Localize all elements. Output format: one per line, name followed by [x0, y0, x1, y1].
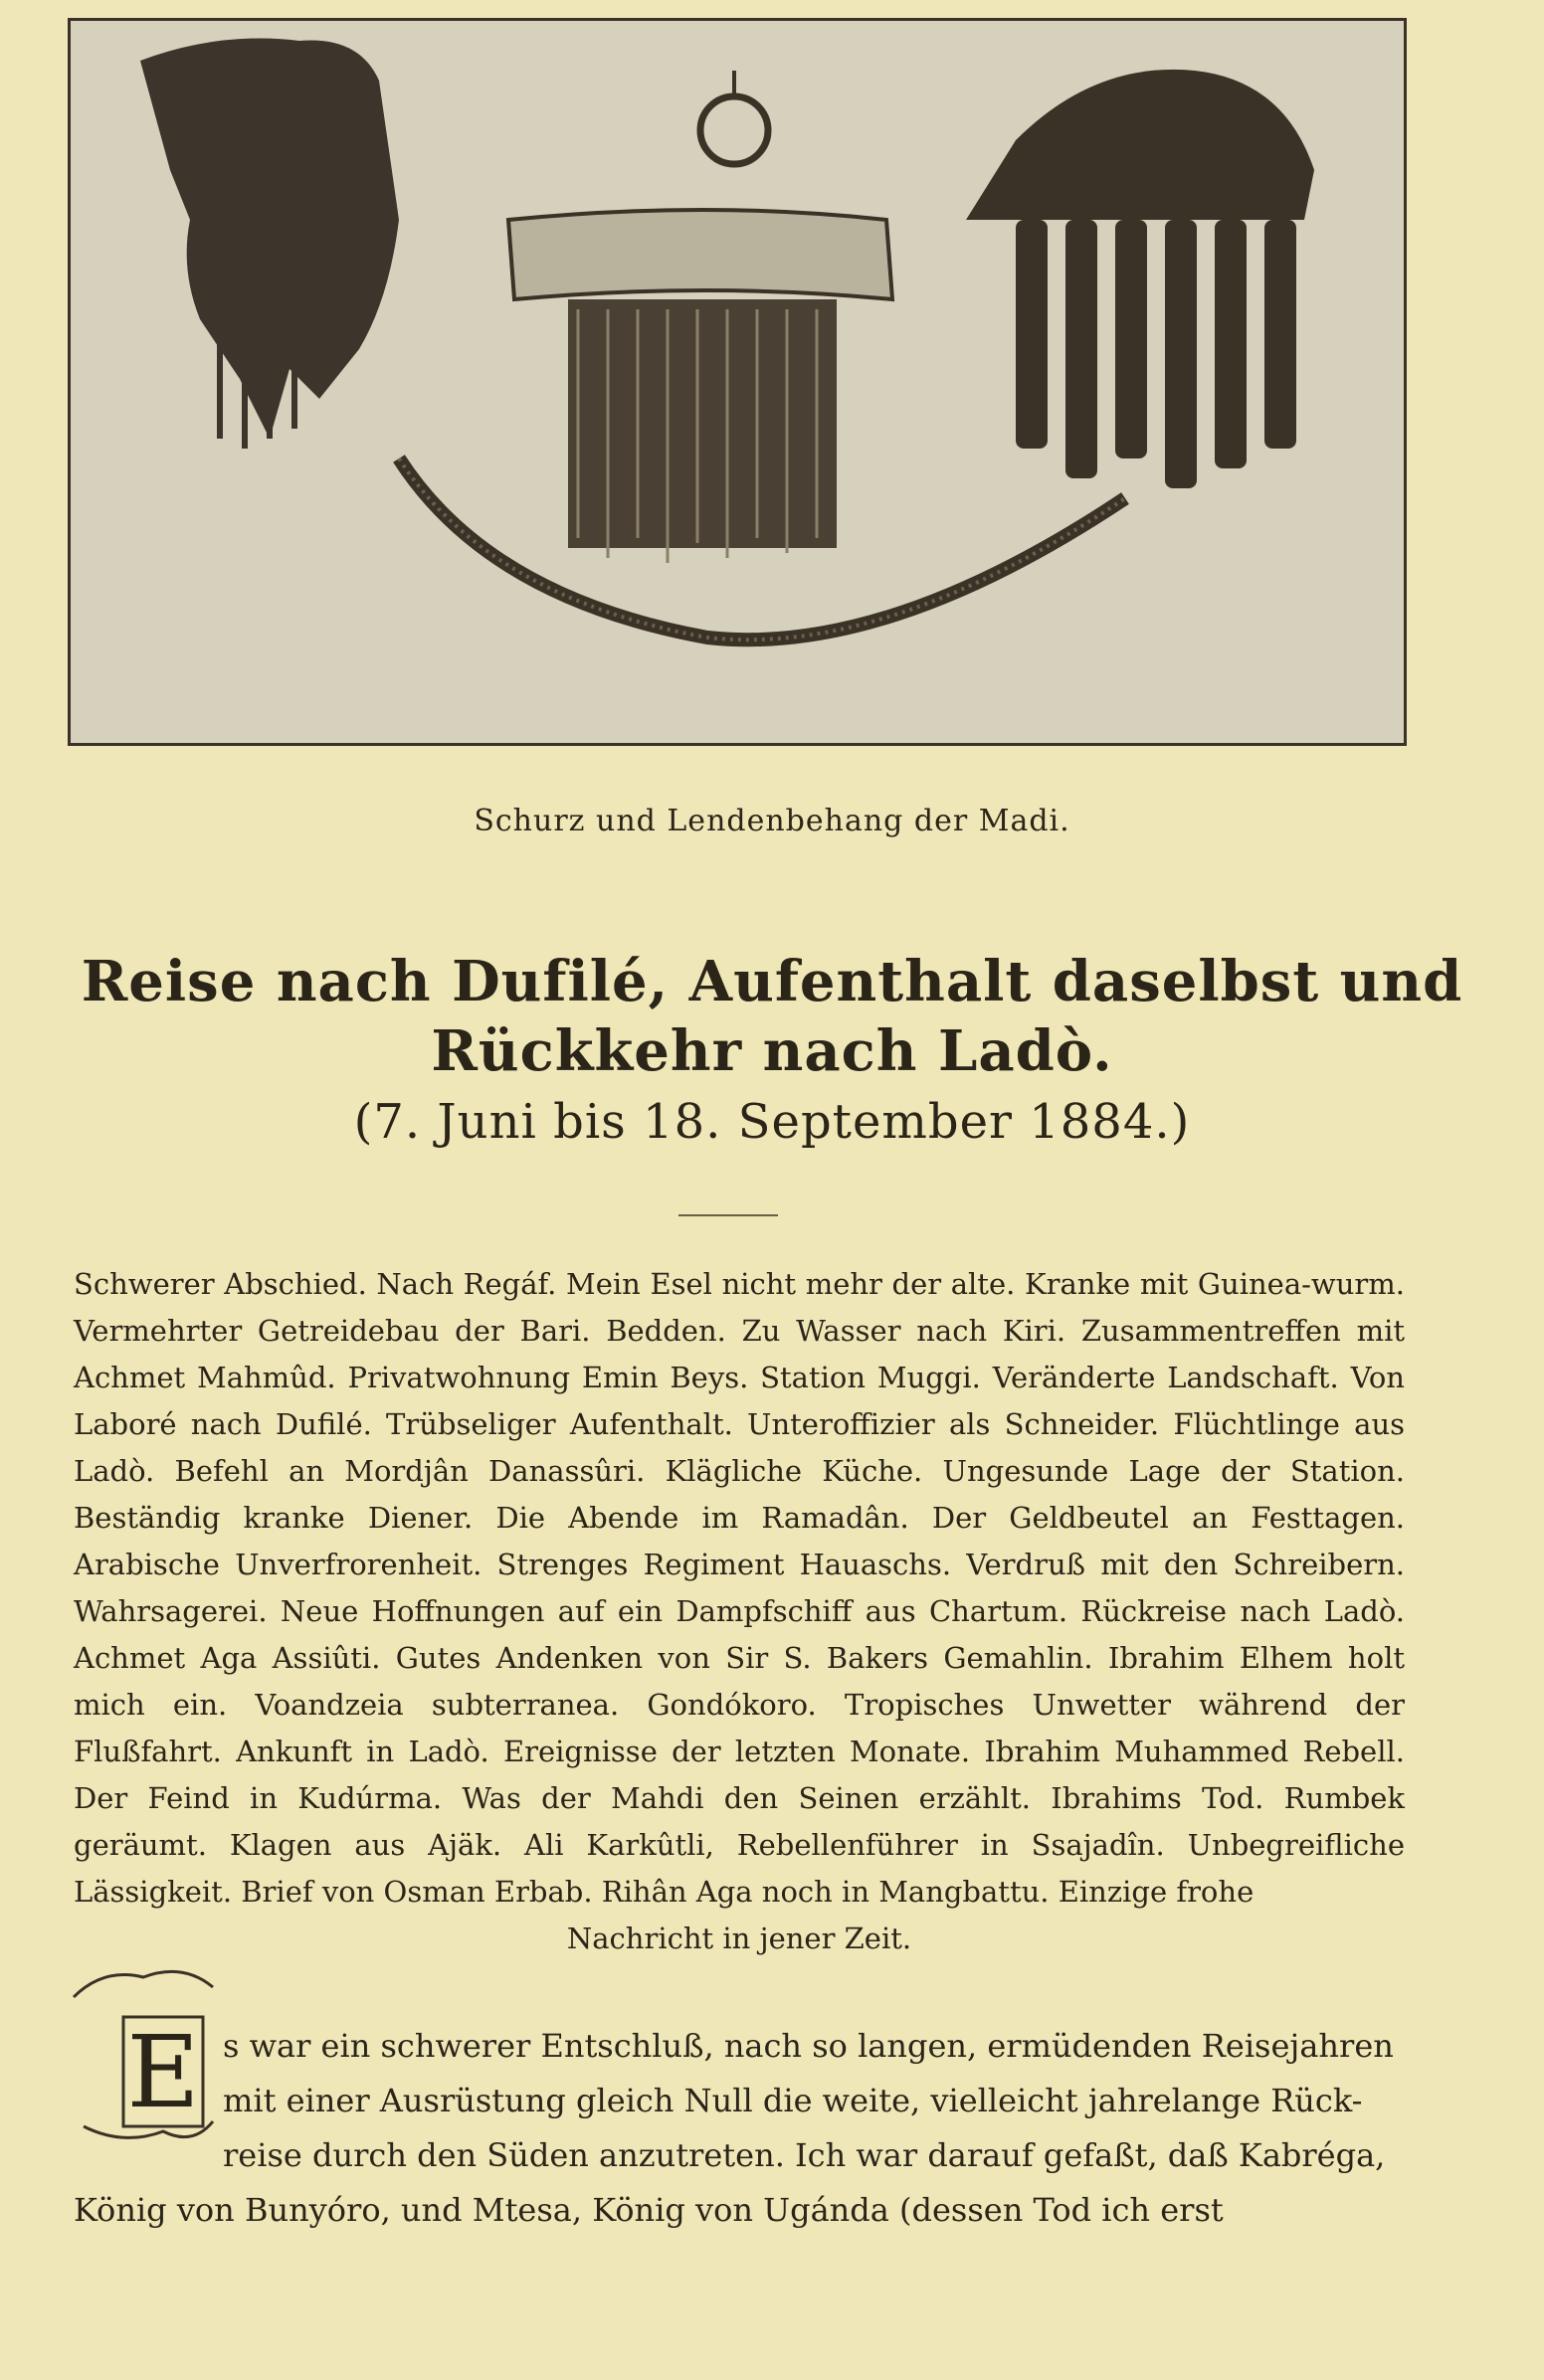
summary-text: Schwerer Abschied. Nach Regáf. Mein Esel nicht mehr der alte. Kranke mit Guinea-wurm. Vermehrter Getreidebau der Bari. Bedden. Zu Wasser nach Kiri. Zusammentreffen mit Achmet Mahmûd. Privatwohnung Emin Beys. Station Muggi. Veränderte Landschaft. Von Laboré nach Dufilé. Trübseliger Aufenthalt. Unteroffizier als Schneider. Flüchtlinge aus Ladò. Befehl an Mordjân Danassûri. Klägliche Küche. Ungesunde Lage der Station. Beständig kranke Diener. Die Abende im Ramadân. Der Geldbeutel an Festtagen. Arabische Unverfrorenheit. Strenges Regiment Hauaschs. Verdruß mit den Schreibern. Wahrsagerei. Neue Hoffnungen auf ein Dampfschiff aus Chartum. Rückreise nach Ladò. Achmet Aga Assiûti. Gutes Andenken von Sir S. Bakers Gemahlin. Ibrahim Elhem holt mich ein. Voandzeia subterranea. Gondókoro. Tropisches Unwetter während der Flußfahrt. Ankunft in Ladò. Ereignisse der letzten Monate. Ibrahim Muhammed Rebell. Der Feind in Kudúrma. Was der Mahdi den Seinen erzählt. Ibrahims Tod. Rumbek geräumt. Klagen aus Ajäk. Ali Karkûtli, Rebellenführer in Ssajadîn. Unbegreifliche Lässigkeit. Brief von Osman Erbab. Rihân Aga noch in Mangbattu. Einzige frohe [74, 1267, 1405, 1909]
body-line-1: s war ein schwerer Entschluß, nach so langen, ermüdenden Reisejahren [223, 2027, 1394, 2065]
body-line-3: reise durch den Süden anzutreten. Ich war darauf gefaßt, daß Kabréga, [223, 2136, 1386, 2174]
body-line-2: mit einer Ausrüstung gleich Null die weite, vielleicht jahrelange Rück- [223, 2082, 1363, 2119]
divider [678, 1214, 778, 1216]
chapter-title: Reise nach Dufilé, Aufenthalt daselbst und Rückkehr nach Ladò. [81, 949, 1463, 1084]
chapter-dates: (7. Juni bis 18. September 1884.) [353, 1094, 1191, 1150]
apron-illustration [71, 21, 1404, 743]
initial-letter: E [126, 2014, 200, 2130]
summary-last-line: Nachricht in jener Zeit. [566, 1922, 912, 1955]
body-text [74, 2019, 1405, 2238]
figure-plate [68, 18, 1407, 746]
chapter-summary [74, 1261, 1405, 1962]
body-line-4: König von Bunyóro, und Mtesa, König von Ugánda (dessen Tod ich erst [74, 2191, 1224, 2229]
figure-caption: Schurz und Lendenbehang der Madi. [474, 804, 1070, 838]
